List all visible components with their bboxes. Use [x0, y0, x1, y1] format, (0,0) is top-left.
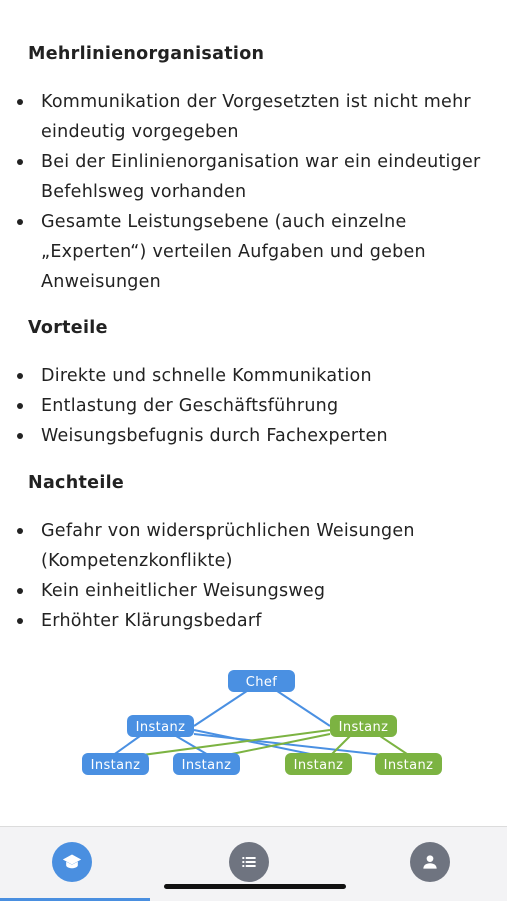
node-instanz-mid-right — [330, 715, 397, 737]
user-icon — [420, 852, 440, 872]
node-instanz-bottom-2 — [173, 753, 240, 775]
bullet-list-mehrlinien — [0, 87, 500, 297]
tab-learn[interactable] — [52, 842, 92, 882]
node-chef-label: Chef — [245, 675, 278, 690]
section-title-nachteile: Nachteile — [28, 473, 125, 493]
node-instanz-bottom-1 — [82, 753, 149, 775]
bottom-tab-bar — [0, 826, 507, 901]
list-item: Kommunikation der Vorgesetzten ist nicht mehr eindeutig vorgegeben — [0, 87, 500, 147]
section-title-mehrlinienorganisation: Mehrlinienorganisation — [28, 44, 265, 64]
node-instanz-bottom-4 — [375, 753, 442, 775]
home-indicator — [164, 884, 346, 889]
list-item: Direkte und schnelle Kommunikation — [0, 361, 500, 391]
tab-list[interactable] — [229, 842, 269, 882]
node-instanz-label: Instanz — [293, 758, 344, 773]
node-chef — [228, 670, 295, 692]
node-instanz-label: Instanz — [383, 758, 434, 773]
list-item: Gefahr von widersprüchlichen Weisungen (Kompetenzkonflikte) — [0, 516, 500, 576]
list-item: Kein einheitlicher Weisungsweg — [0, 576, 500, 606]
node-instanz-label: Instanz — [90, 758, 141, 773]
list-icon — [239, 852, 259, 872]
node-instanz-mid-left — [127, 715, 194, 737]
section-title-vorteile: Vorteile — [28, 318, 108, 338]
list-item: Gesamte Leistungsebene (auch einzelne „Experten“) verteilen Aufgaben und geben Anweisungen — [0, 207, 500, 297]
graduation-cap-icon — [62, 852, 82, 872]
list-item: Entlastung der Geschäftsführung — [0, 391, 500, 421]
list-item: Bei der Einlinienorganisation war ein eindeutiger Befehlsweg vorhanden — [0, 147, 500, 207]
node-instanz-label: Instanz — [181, 758, 232, 773]
list-item: Weisungsbefugnis durch Fachexperten — [0, 421, 500, 451]
node-instanz-label: Instanz — [338, 720, 389, 735]
bullet-list-nachteile — [0, 516, 500, 636]
organization-diagram — [0, 660, 507, 790]
bullet-list-vorteile — [0, 361, 500, 451]
list-item: Erhöhter Klärungsbedarf — [0, 606, 500, 636]
node-instanz-label: Instanz — [135, 720, 186, 735]
tab-profile[interactable] — [410, 842, 450, 882]
node-instanz-bottom-3 — [285, 753, 352, 775]
